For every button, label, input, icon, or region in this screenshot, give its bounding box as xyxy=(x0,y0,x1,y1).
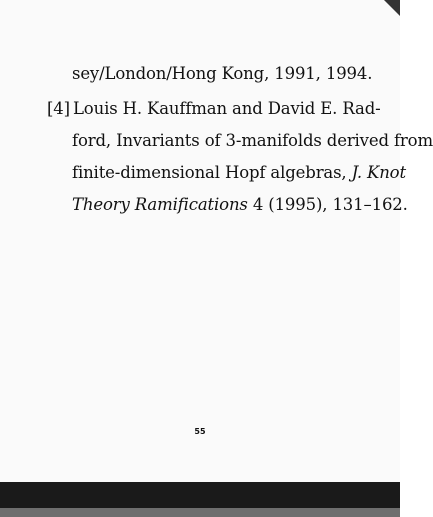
reference-line-1: Louis H. Kauffman and David E. Rad- xyxy=(73,99,381,118)
reference-number: [4] xyxy=(47,99,70,118)
scan-bottom-edge xyxy=(0,508,400,517)
reference-title-end: finite-dimensional Hopf algebras, xyxy=(72,163,347,182)
reference-line-3 xyxy=(72,163,406,183)
journal-name-start: J. Knot xyxy=(351,163,406,182)
scan-bottom-bar xyxy=(0,482,400,508)
reference-volume-pages: 4 (1995), 131–162. xyxy=(252,195,408,214)
page-number: 55 xyxy=(194,427,206,436)
reference-line-4 xyxy=(72,195,408,215)
reference-continuation: sey/London/Hong Kong, 1991, 1994. xyxy=(72,64,373,83)
journal-name-end: Theory Ramifications xyxy=(72,195,248,214)
reference-line-2: ford, Invariants of 3-manifolds derived from xyxy=(72,131,433,150)
scan-corner-mark xyxy=(384,0,400,16)
